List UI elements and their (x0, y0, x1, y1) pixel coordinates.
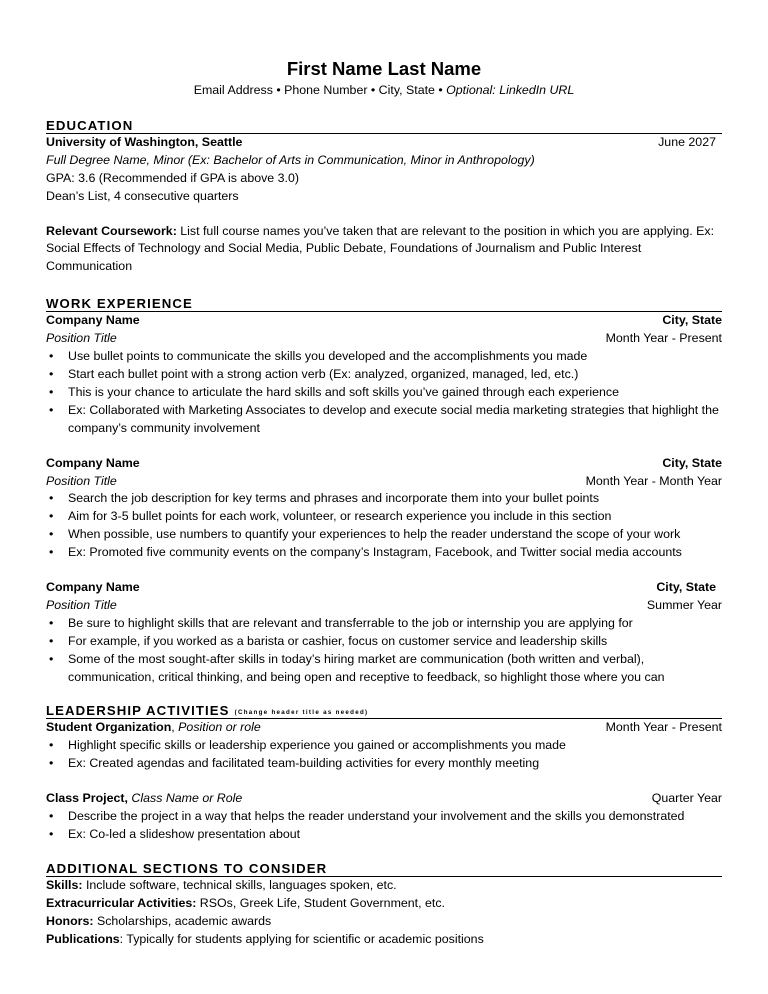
additional-label: Publications (46, 931, 120, 946)
activity-dates: Month Year - Present (605, 720, 722, 735)
additional-text: Include software, technical skills, languages spoken, etc. (82, 877, 397, 892)
additional-label: Honors: (46, 913, 94, 928)
activity-role: Position or role (178, 720, 261, 735)
activity-dates: Quarter Year (651, 791, 722, 806)
activity-role: Class Name or Role (131, 791, 243, 806)
additional-line (46, 895, 722, 913)
bullet-item: • Describe the project in a way that helps the reader understand your involvement and the skills you demonstrated (46, 808, 722, 826)
additional-label: Extracurricular Activities: (46, 895, 197, 910)
bullet-item: • This is your chance to articulate the hard skills and soft skills you’ve gained through each experience (46, 384, 722, 402)
company-name: Company Name (46, 455, 140, 470)
school-name: University of Washington, Seattle (46, 134, 243, 149)
education-header (46, 117, 722, 134)
deans-list: Dean’s List, 4 consecutive quarters (46, 188, 239, 203)
coursework-text: List full course names you’ve taken that are relevant to the position in which you are applying. Ex: Social Effects of Technology and Social Media, Public Debate, Foundations of Journalism and Public Interest Communication (46, 223, 715, 274)
gpa: GPA: 3.6 (Recommended if GPA is above 3.0) (46, 170, 299, 185)
candidate-name: First Name Last Name (286, 58, 482, 79)
additional-line (46, 913, 722, 931)
additional-line (46, 931, 722, 949)
job-bullets (46, 490, 722, 562)
additional-text: Scholarships, academic awards (93, 913, 272, 928)
activity-entry (46, 719, 722, 773)
job-location: City, State (662, 313, 722, 328)
graduation-date: June 2027 (658, 134, 716, 149)
job-entry (46, 455, 722, 562)
bullet-item: • Be sure to highlight skills that are relevant and transferrable to the job or internship you are applying for (46, 615, 722, 633)
position-title: Position Title (46, 331, 117, 346)
additional-text: : Typically for students applying for scientific or academic positions (119, 931, 484, 946)
leadership-note: (Change header title as needed) (234, 709, 369, 717)
bullet-item: • Search the job description for key terms and phrases and incorporate them into your bullet points (46, 490, 722, 508)
bullet-item: • Aim for 3-5 bullet points for each work, volunteer, or research experience you include in this section (46, 508, 722, 526)
job-dates: Month Year - Present (605, 331, 722, 346)
position-title: Position Title (46, 473, 117, 488)
activity-heading (46, 719, 261, 737)
bullet-item: • Start each bullet point with a strong action verb (Ex: analyzed, organized, managed, led, etc.) (46, 366, 722, 384)
bullet-item: • When possible, use numbers to quantify your experiences to help the reader understand the scope of your work (46, 526, 722, 544)
bullet-item: • Ex: Co-led a slideshow presentation about (46, 826, 722, 844)
job-entry (46, 312, 722, 437)
leadership-header (46, 702, 722, 719)
degree-name: Full Degree Name, Minor (Ex: Bachelor of Arts in Communication, Minor in Anthropology) (46, 152, 535, 167)
job-entry (46, 579, 722, 686)
bullet-item: • Ex: Promoted five community events on the company’s Instagram, Facebook, and Twitter social media accounts (46, 544, 722, 562)
job-dates: Summer Year (646, 597, 722, 612)
activity-org: Class Project, (46, 791, 128, 806)
additional-line (46, 877, 722, 895)
job-bullets (46, 615, 722, 687)
additional-text: RSOs, Greek Life, Student Government, etc. (196, 895, 445, 910)
job-bullets (46, 348, 722, 438)
activity-bullets (46, 737, 722, 773)
activity-sep: , (171, 720, 179, 735)
job-location: City, State (656, 580, 716, 595)
position-title: Position Title (46, 597, 117, 612)
company-name: Company Name (46, 313, 140, 328)
company-name: Company Name (46, 580, 140, 595)
work-header (46, 295, 722, 312)
activity-entry (46, 790, 722, 844)
coursework-label: Relevant Coursework: (46, 223, 177, 238)
bullet-item: • Ex: Created agendas and facilitated team-building activities for every monthly meeting (46, 755, 722, 773)
contact-optional: Optional: LinkedIn URL (446, 83, 575, 97)
activity-org: Student Organization (46, 720, 172, 735)
education-school-row (46, 134, 722, 152)
additional-header (46, 860, 722, 877)
work-title: WORK EXPERIENCE (46, 296, 193, 312)
contact-line (46, 82, 722, 100)
additional-title: ADDITIONAL SECTIONS TO CONSIDER (46, 860, 328, 876)
education-title: EDUCATION (46, 117, 134, 133)
coursework (46, 223, 722, 277)
contact-details: Email Address • Phone Number • City, State • (193, 83, 447, 97)
additional-label: Skills: (46, 877, 83, 892)
job-dates: Month Year - Month Year (585, 473, 722, 488)
bullet-item: • Some of the most sought-after skills in today’s hiring market are communication (both written and verbal), communication, critical thinking, and being open and receptive to feedback, so highlight those where you can (46, 651, 722, 687)
leadership-title: LEADERSHIP ACTIVITIES (46, 703, 230, 719)
bullet-item: • Use bullet points to communicate the skills you developed and the accomplishments you made (46, 348, 722, 366)
bullet-item: • Highlight specific skills or leadership experience you gained or accomplishments you made (46, 737, 722, 755)
bullet-item: • Ex: Collaborated with Marketing Associates to develop and execute social media marketing strategies that highlight the company’s community involvement (46, 402, 722, 438)
activity-bullets (46, 808, 722, 844)
activity-heading (46, 790, 242, 808)
job-location: City, State (662, 455, 722, 470)
bullet-item: • For example, if you worked as a barista or cashier, focus on customer service and leadership skills (46, 633, 722, 651)
